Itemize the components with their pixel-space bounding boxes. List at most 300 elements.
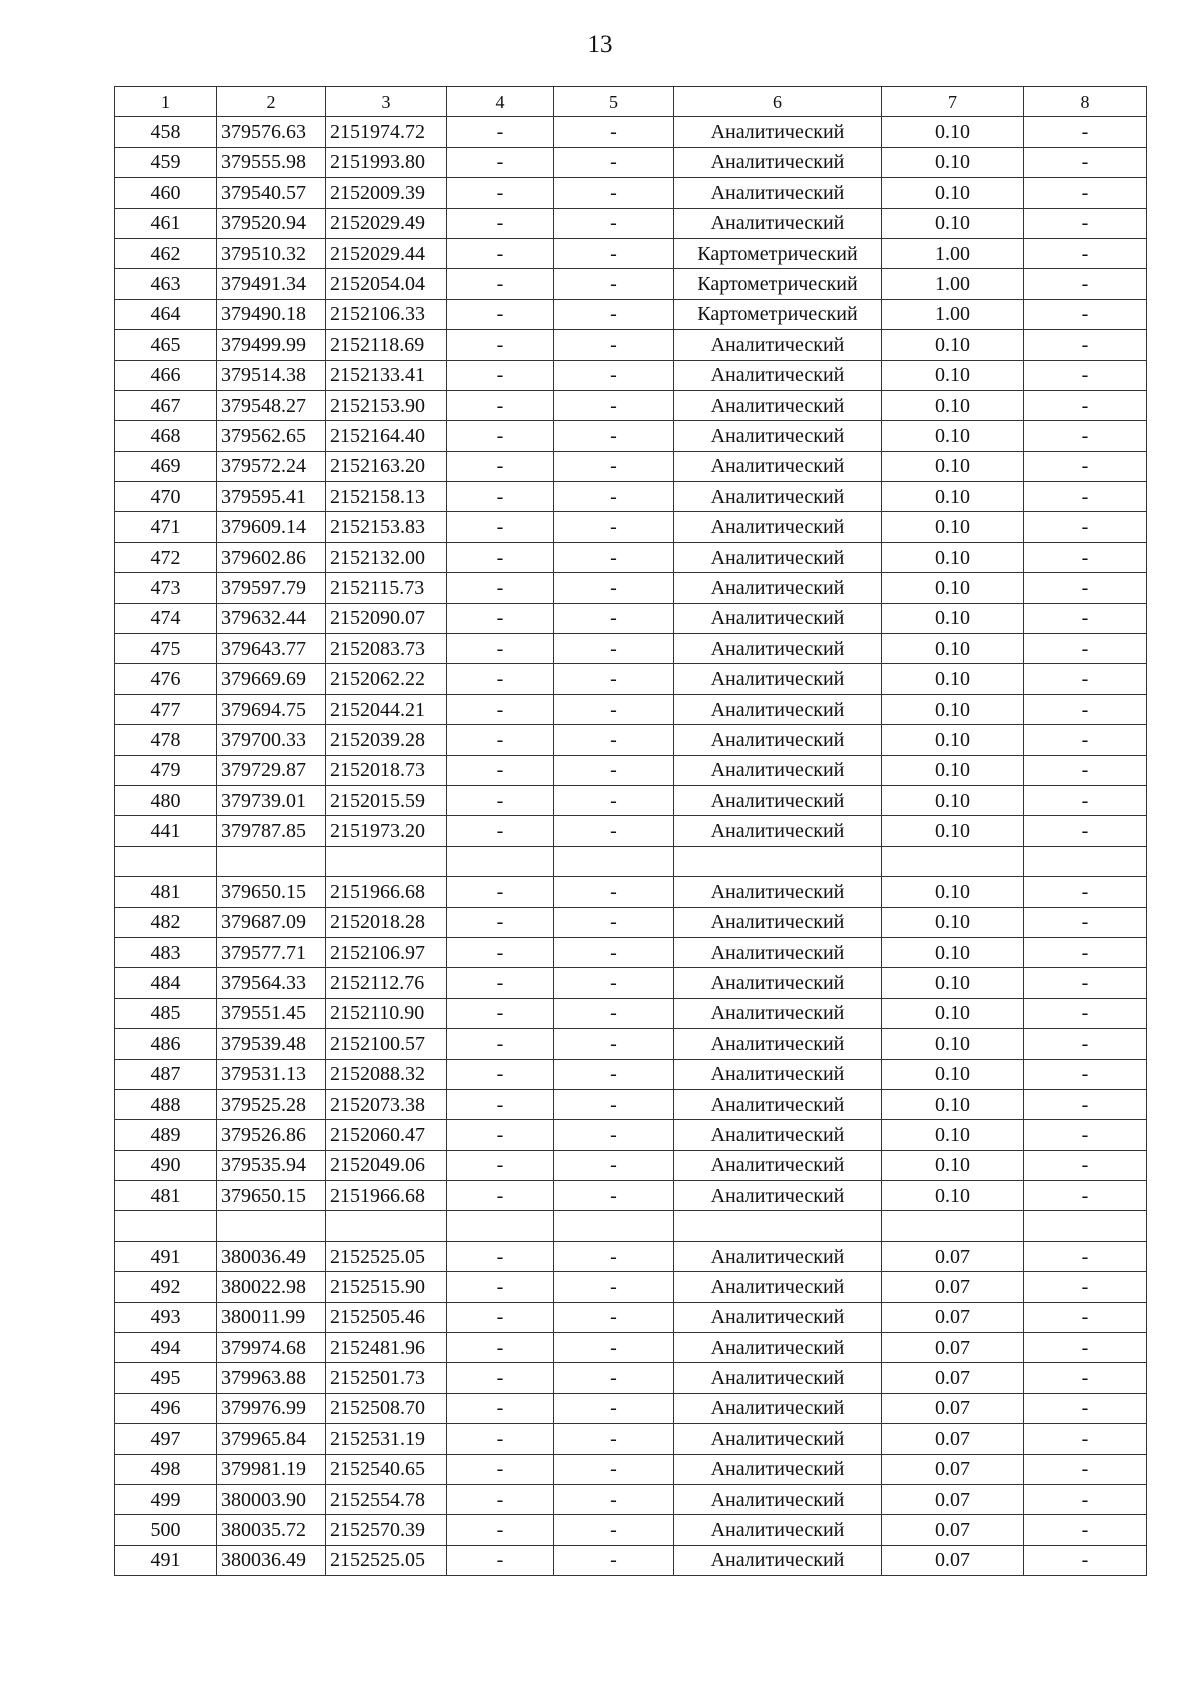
accuracy-cell: 0.10 xyxy=(882,451,1024,481)
x-coordinate-cell: 379490.18 xyxy=(217,299,326,329)
point-number-cell: 474 xyxy=(115,603,217,633)
x-coordinate-cell: 379729.87 xyxy=(217,755,326,785)
point-number-cell: 496 xyxy=(115,1393,217,1423)
point-number-cell: 475 xyxy=(115,634,217,664)
x-coordinate-cell: 379669.69 xyxy=(217,664,326,694)
x-coordinate-cell: 379595.41 xyxy=(217,482,326,512)
accuracy-cell: 0.10 xyxy=(882,634,1024,664)
method-cell: Аналитический xyxy=(674,1333,882,1363)
column-5-cell: - xyxy=(554,299,674,329)
method-cell: Аналитический xyxy=(674,694,882,724)
column-5-cell: - xyxy=(554,937,674,967)
accuracy-cell: 0.10 xyxy=(882,542,1024,572)
x-coordinate-cell: 379643.77 xyxy=(217,634,326,664)
method-cell: Аналитический xyxy=(674,755,882,785)
column-5-cell: - xyxy=(554,694,674,724)
column-4-cell: - xyxy=(447,694,554,724)
accuracy-cell: 0.07 xyxy=(882,1241,1024,1271)
column-4-cell: - xyxy=(447,1302,554,1332)
column-5-cell: - xyxy=(554,1089,674,1119)
column-5-cell: - xyxy=(554,542,674,572)
column-8-cell: - xyxy=(1024,421,1147,451)
column-5-cell: - xyxy=(554,1333,674,1363)
point-number-cell: 482 xyxy=(115,907,217,937)
column-5-cell: - xyxy=(554,390,674,420)
point-number-cell: 472 xyxy=(115,542,217,572)
accuracy-cell: 0.10 xyxy=(882,937,1024,967)
method-cell: Аналитический xyxy=(674,1120,882,1150)
column-8-cell: - xyxy=(1024,634,1147,664)
table-row xyxy=(115,694,1147,724)
point-number-cell: 481 xyxy=(115,877,217,907)
point-number-cell: 498 xyxy=(115,1454,217,1484)
y-coordinate-cell: 2152554.78 xyxy=(326,1484,447,1514)
point-number-cell: 463 xyxy=(115,269,217,299)
x-coordinate-cell: 379981.19 xyxy=(217,1454,326,1484)
table-row xyxy=(115,178,1147,208)
y-coordinate-cell: 2152106.97 xyxy=(326,937,447,967)
x-coordinate-cell: 379694.75 xyxy=(217,694,326,724)
column-5-cell: - xyxy=(554,238,674,268)
column-4-cell: - xyxy=(447,785,554,815)
x-coordinate-cell: 380035.72 xyxy=(217,1515,326,1545)
column-header: 1 xyxy=(115,87,217,117)
column-8-cell: - xyxy=(1024,1272,1147,1302)
point-number-cell: 476 xyxy=(115,664,217,694)
accuracy-cell: 0.10 xyxy=(882,390,1024,420)
y-coordinate-cell: 2152090.07 xyxy=(326,603,447,633)
y-coordinate-cell: 2152110.90 xyxy=(326,998,447,1028)
column-5-cell: - xyxy=(554,1181,674,1211)
x-coordinate-cell: 379555.98 xyxy=(217,147,326,177)
column-5-cell: - xyxy=(554,603,674,633)
table-row xyxy=(115,451,1147,481)
y-coordinate-cell: 2151993.80 xyxy=(326,147,447,177)
y-coordinate-cell: 2152088.32 xyxy=(326,1059,447,1089)
column-4-cell: - xyxy=(447,299,554,329)
method-cell: Аналитический xyxy=(674,1302,882,1332)
column-4-cell: - xyxy=(447,208,554,238)
column-8-cell: - xyxy=(1024,360,1147,390)
point-number-cell: 466 xyxy=(115,360,217,390)
column-5-cell: - xyxy=(554,1029,674,1059)
x-coordinate-cell: 379562.65 xyxy=(217,421,326,451)
table-row xyxy=(115,877,1147,907)
column-8-cell xyxy=(1024,1211,1147,1241)
column-4-cell xyxy=(447,1211,554,1241)
point-number-cell: 493 xyxy=(115,1302,217,1332)
point-number-cell: 467 xyxy=(115,390,217,420)
point-number-cell: 485 xyxy=(115,998,217,1028)
y-coordinate-cell: 2152029.44 xyxy=(326,238,447,268)
x-coordinate-cell: 379499.99 xyxy=(217,330,326,360)
method-cell: Аналитический xyxy=(674,1181,882,1211)
accuracy-cell: 0.10 xyxy=(882,482,1024,512)
column-5-cell: - xyxy=(554,360,674,390)
column-5-cell: - xyxy=(554,816,674,846)
accuracy-cell: 0.10 xyxy=(882,785,1024,815)
method-cell: Аналитический xyxy=(674,1089,882,1119)
column-4-cell: - xyxy=(447,330,554,360)
column-8-cell: - xyxy=(1024,1333,1147,1363)
accuracy-cell: 0.10 xyxy=(882,694,1024,724)
accuracy-cell xyxy=(882,1211,1024,1241)
column-5-cell: - xyxy=(554,147,674,177)
point-number-cell: 489 xyxy=(115,1120,217,1150)
column-4-cell xyxy=(447,846,554,876)
y-coordinate-cell: 2152570.39 xyxy=(326,1515,447,1545)
column-5-cell xyxy=(554,846,674,876)
table-row xyxy=(115,968,1147,998)
column-4-cell: - xyxy=(447,1393,554,1423)
point-number-cell: 488 xyxy=(115,1089,217,1119)
table-row xyxy=(115,1333,1147,1363)
column-5-cell: - xyxy=(554,512,674,542)
method-cell: Аналитический xyxy=(674,1515,882,1545)
column-8-cell: - xyxy=(1024,755,1147,785)
y-coordinate-cell: 2152062.22 xyxy=(326,664,447,694)
point-number-cell: 461 xyxy=(115,208,217,238)
point-number-cell: 500 xyxy=(115,1515,217,1545)
point-number-cell: 470 xyxy=(115,482,217,512)
y-coordinate-cell: 2152505.46 xyxy=(326,1302,447,1332)
method-cell: Аналитический xyxy=(674,482,882,512)
column-5-cell: - xyxy=(554,208,674,238)
table-row xyxy=(115,269,1147,299)
point-number-cell: 491 xyxy=(115,1545,217,1575)
column-8-cell: - xyxy=(1024,573,1147,603)
column-8-cell: - xyxy=(1024,907,1147,937)
method-cell: Аналитический xyxy=(674,785,882,815)
column-4-cell: - xyxy=(447,603,554,633)
column-5-cell: - xyxy=(554,877,674,907)
accuracy-cell: 0.10 xyxy=(882,1059,1024,1089)
column-5-cell: - xyxy=(554,573,674,603)
y-coordinate-cell xyxy=(326,846,447,876)
page-number: 13 xyxy=(587,31,613,58)
point-number-cell: 497 xyxy=(115,1424,217,1454)
column-5-cell: - xyxy=(554,1150,674,1180)
column-8-cell: - xyxy=(1024,603,1147,633)
y-coordinate-cell: 2152153.90 xyxy=(326,390,447,420)
column-4-cell: - xyxy=(447,664,554,694)
point-number-cell: 484 xyxy=(115,968,217,998)
table-row xyxy=(115,1515,1147,1545)
column-8-cell: - xyxy=(1024,968,1147,998)
accuracy-cell: 0.10 xyxy=(882,573,1024,603)
point-number-cell: 465 xyxy=(115,330,217,360)
y-coordinate-cell: 2152481.96 xyxy=(326,1333,447,1363)
column-8-cell: - xyxy=(1024,1484,1147,1514)
y-coordinate-cell: 2152158.13 xyxy=(326,482,447,512)
method-cell: Аналитический xyxy=(674,664,882,694)
column-8-cell: - xyxy=(1024,178,1147,208)
y-coordinate-cell xyxy=(326,1211,447,1241)
method-cell: Аналитический xyxy=(674,1393,882,1423)
table-row xyxy=(115,1120,1147,1150)
table-row xyxy=(115,725,1147,755)
column-8-cell: - xyxy=(1024,816,1147,846)
x-coordinate-cell xyxy=(217,846,326,876)
column-8-cell: - xyxy=(1024,238,1147,268)
table-body xyxy=(115,117,1147,1576)
column-4-cell: - xyxy=(447,968,554,998)
y-coordinate-cell: 2152525.05 xyxy=(326,1241,447,1271)
method-cell: Аналитический xyxy=(674,1545,882,1575)
method-cell: Картометрический xyxy=(674,238,882,268)
column-4-cell: - xyxy=(447,816,554,846)
column-8-cell: - xyxy=(1024,482,1147,512)
method-cell: Аналитический xyxy=(674,1484,882,1514)
method-cell: Аналитический xyxy=(674,1241,882,1271)
column-8-cell: - xyxy=(1024,1393,1147,1423)
method-cell: Аналитический xyxy=(674,877,882,907)
column-header: 2 xyxy=(217,87,326,117)
y-coordinate-cell: 2152049.06 xyxy=(326,1150,447,1180)
column-4-cell: - xyxy=(447,877,554,907)
accuracy-cell: 0.10 xyxy=(882,755,1024,785)
column-8-cell: - xyxy=(1024,147,1147,177)
accuracy-cell: 0.10 xyxy=(882,1150,1024,1180)
point-number-cell: 486 xyxy=(115,1029,217,1059)
accuracy-cell: 0.10 xyxy=(882,512,1024,542)
column-4-cell: - xyxy=(447,390,554,420)
y-coordinate-cell: 2152018.28 xyxy=(326,907,447,937)
column-5-cell: - xyxy=(554,998,674,1028)
accuracy-cell: 0.10 xyxy=(882,421,1024,451)
accuracy-cell: 0.07 xyxy=(882,1454,1024,1484)
column-4-cell: - xyxy=(447,147,554,177)
table-row xyxy=(115,998,1147,1028)
point-number-cell: 460 xyxy=(115,178,217,208)
y-coordinate-cell: 2152112.76 xyxy=(326,968,447,998)
column-4-cell: - xyxy=(447,1241,554,1271)
column-5-cell: - xyxy=(554,1424,674,1454)
x-coordinate-cell: 379520.94 xyxy=(217,208,326,238)
table-row xyxy=(115,1181,1147,1211)
column-4-cell: - xyxy=(447,1059,554,1089)
column-5-cell: - xyxy=(554,755,674,785)
point-number-cell: 481 xyxy=(115,1181,217,1211)
table-row xyxy=(115,816,1147,846)
column-8-cell: - xyxy=(1024,1029,1147,1059)
point-number-cell: 478 xyxy=(115,725,217,755)
x-coordinate-cell: 379976.99 xyxy=(217,1393,326,1423)
table-row xyxy=(115,238,1147,268)
x-coordinate-cell: 379548.27 xyxy=(217,390,326,420)
method-cell: Аналитический xyxy=(674,390,882,420)
column-5-cell: - xyxy=(554,785,674,815)
point-number-cell: 492 xyxy=(115,1272,217,1302)
accuracy-cell: 0.10 xyxy=(882,1181,1024,1211)
y-coordinate-cell: 2152018.73 xyxy=(326,755,447,785)
x-coordinate-cell: 379597.79 xyxy=(217,573,326,603)
y-coordinate-cell: 2152508.70 xyxy=(326,1393,447,1423)
y-coordinate-cell: 2151974.72 xyxy=(326,117,447,147)
column-5-cell: - xyxy=(554,451,674,481)
table-row xyxy=(115,937,1147,967)
column-4-cell: - xyxy=(447,542,554,572)
table-row xyxy=(115,1150,1147,1180)
column-5-cell: - xyxy=(554,330,674,360)
method-cell: Аналитический xyxy=(674,208,882,238)
column-8-cell: - xyxy=(1024,299,1147,329)
column-5-cell: - xyxy=(554,1272,674,1302)
column-8-cell: - xyxy=(1024,390,1147,420)
y-coordinate-cell: 2151966.68 xyxy=(326,1181,447,1211)
y-coordinate-cell: 2151973.20 xyxy=(326,816,447,846)
accuracy-cell: 1.00 xyxy=(882,269,1024,299)
column-header: 5 xyxy=(554,87,674,117)
x-coordinate-cell: 379609.14 xyxy=(217,512,326,542)
column-5-cell: - xyxy=(554,178,674,208)
column-4-cell: - xyxy=(447,1363,554,1393)
y-coordinate-cell: 2152515.90 xyxy=(326,1272,447,1302)
method-cell: Аналитический xyxy=(674,998,882,1028)
accuracy-cell: 0.10 xyxy=(882,1029,1024,1059)
y-coordinate-cell: 2152153.83 xyxy=(326,512,447,542)
column-4-cell: - xyxy=(447,1089,554,1119)
x-coordinate-cell: 379576.63 xyxy=(217,117,326,147)
point-number-cell: 473 xyxy=(115,573,217,603)
column-8-cell: - xyxy=(1024,1515,1147,1545)
point-number-cell: 479 xyxy=(115,755,217,785)
x-coordinate-cell: 380022.98 xyxy=(217,1272,326,1302)
column-8-cell: - xyxy=(1024,1545,1147,1575)
method-cell: Аналитический xyxy=(674,573,882,603)
column-8-cell xyxy=(1024,846,1147,876)
table-row xyxy=(115,1545,1147,1575)
column-8-cell: - xyxy=(1024,1120,1147,1150)
accuracy-cell: 0.10 xyxy=(882,907,1024,937)
column-4-cell: - xyxy=(447,1120,554,1150)
column-4-cell: - xyxy=(447,238,554,268)
accuracy-cell: 0.07 xyxy=(882,1393,1024,1423)
column-8-cell: - xyxy=(1024,877,1147,907)
column-header: 4 xyxy=(447,87,554,117)
accuracy-cell: 0.10 xyxy=(882,816,1024,846)
table-row xyxy=(115,664,1147,694)
y-coordinate-cell: 2152115.73 xyxy=(326,573,447,603)
table-row xyxy=(115,147,1147,177)
method-cell: Аналитический xyxy=(674,542,882,572)
y-coordinate-cell: 2152015.59 xyxy=(326,785,447,815)
method-cell: Аналитический xyxy=(674,1424,882,1454)
column-header: 3 xyxy=(326,87,447,117)
method-cell: Аналитический xyxy=(674,1363,882,1393)
method-cell: Аналитический xyxy=(674,512,882,542)
table-row xyxy=(115,512,1147,542)
column-5-cell: - xyxy=(554,117,674,147)
table-row xyxy=(115,634,1147,664)
column-4-cell: - xyxy=(447,1181,554,1211)
table-row xyxy=(115,1059,1147,1089)
y-coordinate-cell: 2152133.41 xyxy=(326,360,447,390)
x-coordinate-cell: 379525.28 xyxy=(217,1089,326,1119)
x-coordinate-cell: 379531.13 xyxy=(217,1059,326,1089)
column-8-cell: - xyxy=(1024,330,1147,360)
x-coordinate-cell: 379577.71 xyxy=(217,937,326,967)
accuracy-cell: 0.10 xyxy=(882,360,1024,390)
accuracy-cell: 1.00 xyxy=(882,238,1024,268)
table-row xyxy=(115,603,1147,633)
x-coordinate-cell: 379974.68 xyxy=(217,1333,326,1363)
column-4-cell: - xyxy=(447,1484,554,1514)
accuracy-cell: 0.07 xyxy=(882,1363,1024,1393)
x-coordinate-cell: 379491.34 xyxy=(217,269,326,299)
column-5-cell: - xyxy=(554,1454,674,1484)
table-row xyxy=(115,330,1147,360)
point-number-cell: 441 xyxy=(115,816,217,846)
table-row xyxy=(115,1089,1147,1119)
table-row xyxy=(115,117,1147,147)
y-coordinate-cell: 2152100.57 xyxy=(326,1029,447,1059)
point-number-cell: 471 xyxy=(115,512,217,542)
y-coordinate-cell: 2152039.28 xyxy=(326,725,447,755)
accuracy-cell: 0.10 xyxy=(882,208,1024,238)
point-number-cell: 469 xyxy=(115,451,217,481)
column-4-cell: - xyxy=(447,725,554,755)
column-5-cell: - xyxy=(554,1120,674,1150)
accuracy-cell: 0.10 xyxy=(882,603,1024,633)
point-number-cell: 480 xyxy=(115,785,217,815)
method-cell: Картометрический xyxy=(674,299,882,329)
table-row xyxy=(115,573,1147,603)
method-cell: Картометрический xyxy=(674,269,882,299)
column-5-cell: - xyxy=(554,1302,674,1332)
column-4-cell: - xyxy=(447,269,554,299)
column-4-cell: - xyxy=(447,512,554,542)
x-coordinate-cell: 380011.99 xyxy=(217,1302,326,1332)
method-cell: Аналитический xyxy=(674,330,882,360)
x-coordinate-cell: 380003.90 xyxy=(217,1484,326,1514)
column-8-cell: - xyxy=(1024,785,1147,815)
x-coordinate-cell: 379965.84 xyxy=(217,1424,326,1454)
method-cell: Аналитический xyxy=(674,1150,882,1180)
method-cell: Аналитический xyxy=(674,117,882,147)
method-cell: Аналитический xyxy=(674,451,882,481)
x-coordinate-cell: 379572.24 xyxy=(217,451,326,481)
y-coordinate-cell: 2152083.73 xyxy=(326,634,447,664)
column-4-cell: - xyxy=(447,937,554,967)
table-row xyxy=(115,390,1147,420)
column-8-cell: - xyxy=(1024,269,1147,299)
x-coordinate-cell: 379526.86 xyxy=(217,1120,326,1150)
x-coordinate-cell: 379539.48 xyxy=(217,1029,326,1059)
x-coordinate-cell: 379540.57 xyxy=(217,178,326,208)
column-5-cell xyxy=(554,1211,674,1241)
table-row xyxy=(115,208,1147,238)
table-row xyxy=(115,1029,1147,1059)
table-row xyxy=(115,482,1147,512)
point-number-cell: 464 xyxy=(115,299,217,329)
column-8-cell: - xyxy=(1024,937,1147,967)
spacer-row xyxy=(115,846,1147,876)
column-header: 7 xyxy=(882,87,1024,117)
point-number-cell: 494 xyxy=(115,1333,217,1363)
column-4-cell: - xyxy=(447,1545,554,1575)
table-row xyxy=(115,360,1147,390)
accuracy-cell: 0.10 xyxy=(882,178,1024,208)
point-number-cell: 477 xyxy=(115,694,217,724)
column-header: 8 xyxy=(1024,87,1147,117)
y-coordinate-cell: 2152540.65 xyxy=(326,1454,447,1484)
accuracy-cell: 0.07 xyxy=(882,1424,1024,1454)
accuracy-cell: 0.07 xyxy=(882,1545,1024,1575)
table-row xyxy=(115,421,1147,451)
column-4-cell: - xyxy=(447,451,554,481)
column-5-cell: - xyxy=(554,907,674,937)
